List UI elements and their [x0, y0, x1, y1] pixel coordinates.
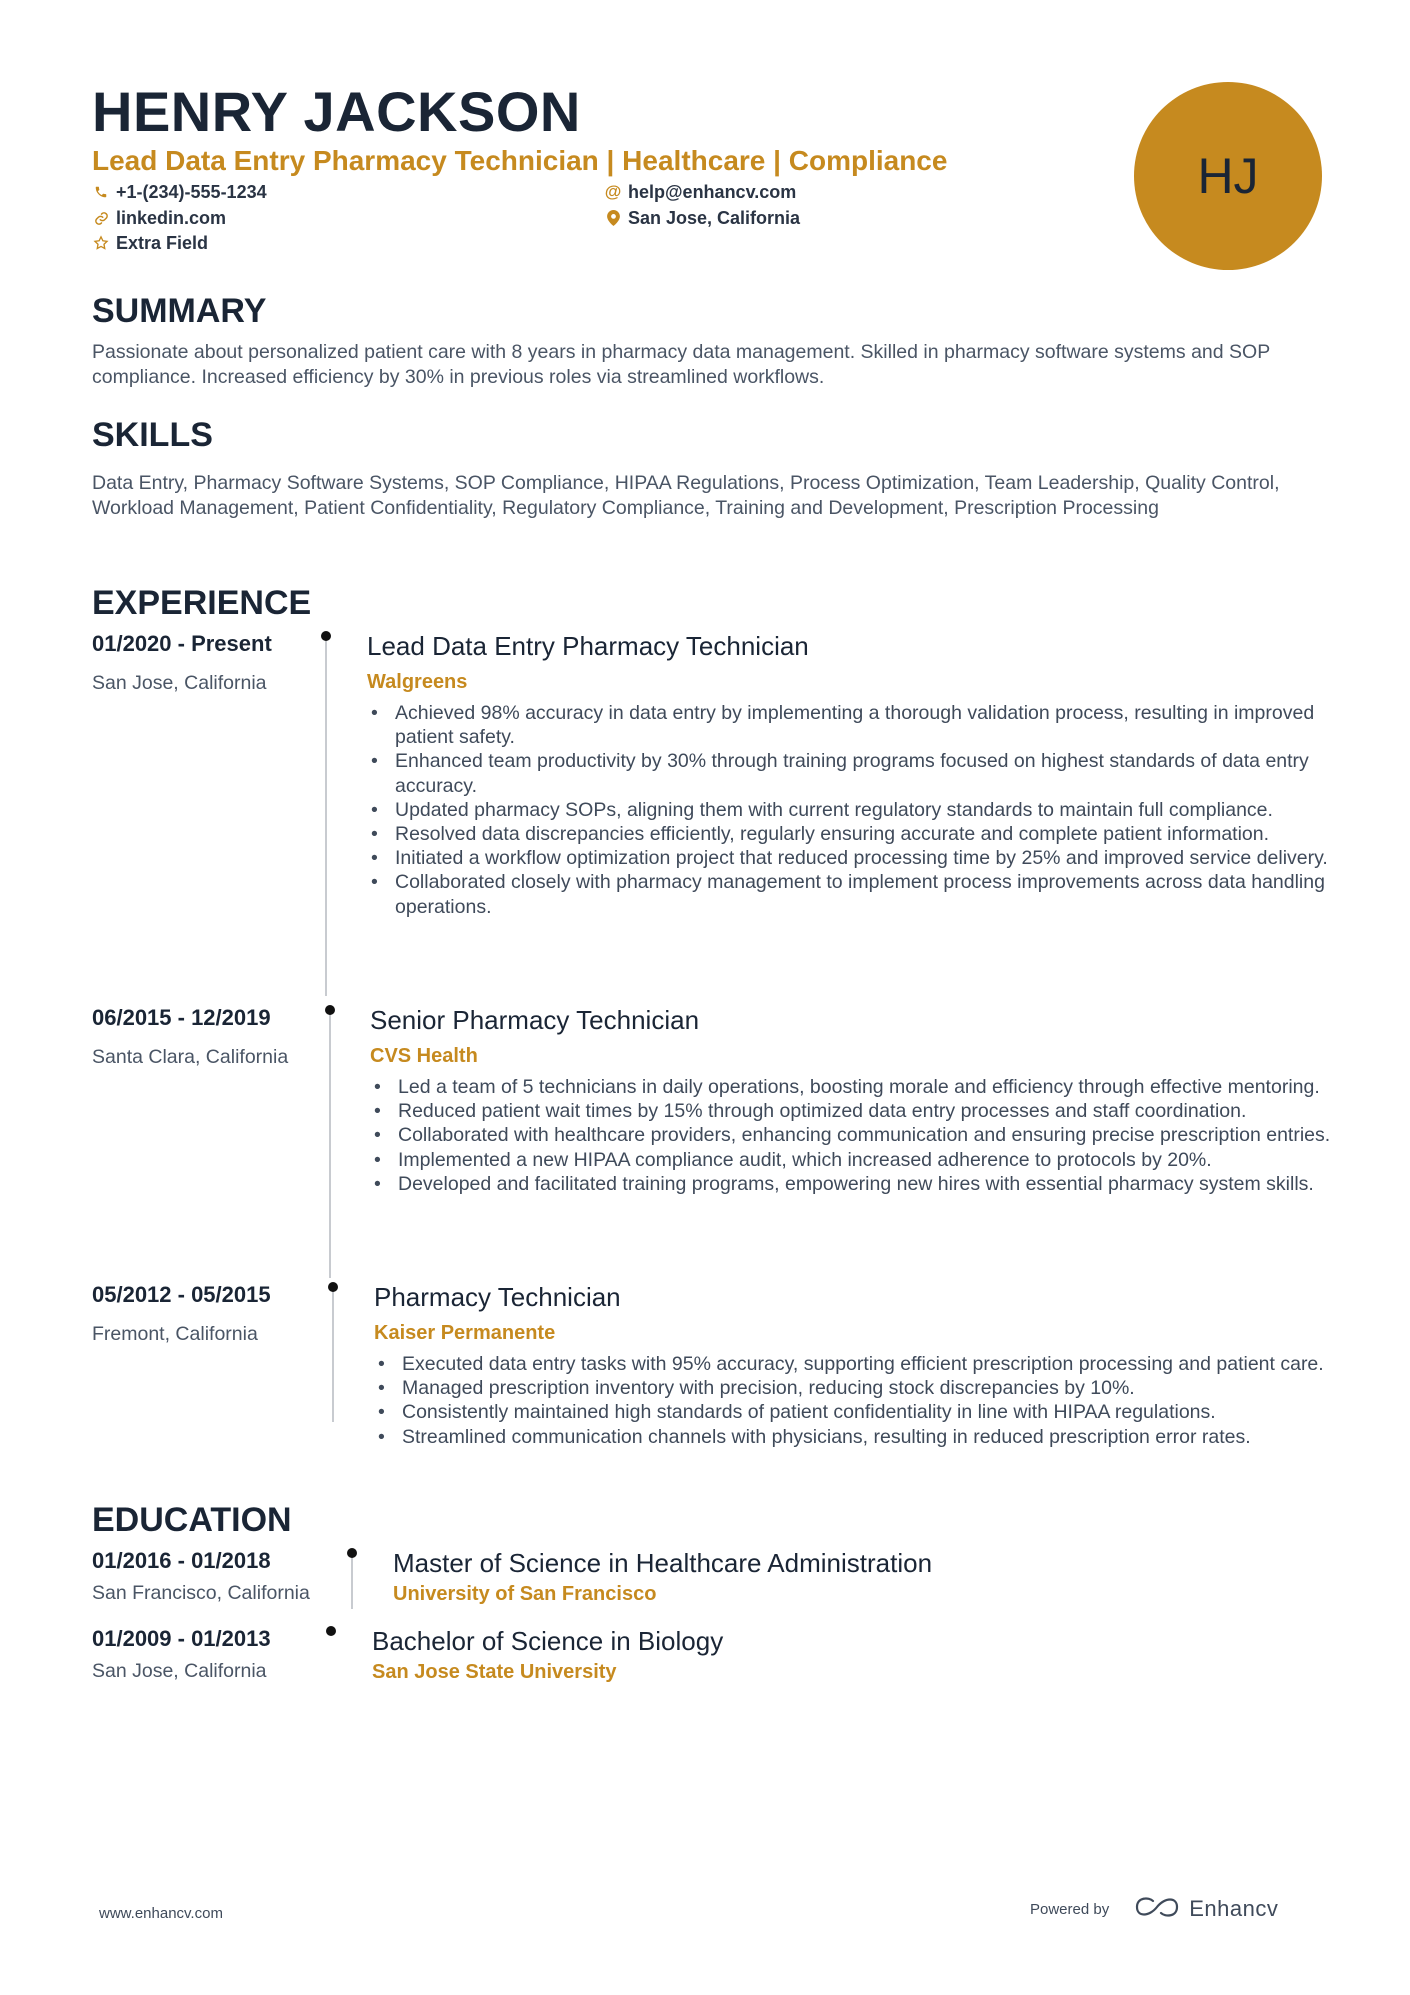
- timeline-dot: [325, 1005, 335, 1015]
- job-dates: 01/2020 - Present: [92, 631, 272, 656]
- skills-text: Data Entry, Pharmacy Software Systems, SOP Compliance, HIPAA Regulations, Process Optimization, Team Leadership, Quality Control, Workload Management, Patient Confidentiality, Regulatory Compliance, Training and Development, Prescription Processing: [92, 472, 1280, 519]
- contact-email[interactable]: [604, 180, 796, 204]
- contact-extra: [92, 231, 208, 255]
- list-item: • Resolved data discrepancies efficiently, regularly ensuring accurate and complete patient information.: [395, 822, 1355, 846]
- star-icon: [92, 234, 110, 252]
- timeline-line: [332, 1287, 334, 1422]
- list-item: • Consistently maintained high standards of patient confidentiality in line with HIPAA regulations.: [402, 1400, 1362, 1424]
- job-location: Santa Clara, California: [92, 1046, 289, 1068]
- timeline-line: [351, 1553, 353, 1609]
- brand-name: Enhancv: [1189, 1896, 1279, 1921]
- at-icon: @: [604, 182, 622, 201]
- list-item: • Led a team of 5 technicians in daily operations, boosting morale and efficiency through effective mentoring.: [398, 1075, 1358, 1099]
- avatar: HJ: [1134, 82, 1322, 270]
- timeline-dot: [347, 1548, 357, 1558]
- experience-title: EXPERIENCE: [92, 584, 312, 622]
- phone-text: +1-(234)-555-1234: [116, 182, 267, 202]
- list-item: • Enhanced team productivity by 30% through training programs focused on highest standards of data entry accuracy.: [395, 749, 1355, 797]
- job-location: Fremont, California: [92, 1323, 258, 1345]
- timeline-line: [325, 636, 327, 996]
- contact-phone[interactable]: [92, 180, 267, 204]
- education-location: San Francisco, California: [92, 1582, 310, 1604]
- education-dates: 01/2016 - 01/2018: [92, 1548, 271, 1573]
- candidate-name: HENRY JACKSON: [92, 80, 581, 143]
- link-icon: [92, 209, 110, 227]
- job-bullets: [367, 701, 1355, 919]
- summary-text: Passionate about personalized patient care with 8 years in pharmacy data management. Skilled in pharmacy software systems and SOP compliance. Increased efficiency by 30% in previous roles via streamlined workflows.: [92, 341, 1270, 388]
- company-name: CVS Health: [370, 1045, 478, 1067]
- list-item: • Implemented a new HIPAA compliance audit, which increased adherence to protocols by 20%.: [398, 1148, 1358, 1172]
- job-title: Pharmacy Technician: [374, 1282, 621, 1312]
- list-item: • Initiated a workflow optimization project that reduced processing time by 25% and improved service delivery.: [395, 846, 1355, 870]
- phone-icon: [92, 183, 110, 201]
- list-item: • Developed and facilitated training programs, empowering new hires with essential pharmacy system skills.: [398, 1172, 1358, 1196]
- degree-title: Master of Science in Healthcare Administration: [393, 1548, 933, 1578]
- footer-website[interactable]: www.enhancv.com: [99, 1905, 223, 1922]
- list-item: • Updated pharmacy SOPs, aligning them with current regulatory standards to maintain full compliance.: [395, 798, 1355, 822]
- list-item: • Managed prescription inventory with precision, reducing stock discrepancies by 10%.: [402, 1376, 1362, 1400]
- degree-title: Bachelor of Science in Biology: [372, 1626, 724, 1656]
- school-name: University of San Francisco: [393, 1583, 657, 1605]
- contact-location: [604, 206, 800, 230]
- list-item: • Collaborated closely with pharmacy management to implement process improvements across data handling operations.: [395, 870, 1355, 918]
- skills-title: SKILLS: [92, 416, 213, 454]
- job-location: San Jose, California: [92, 672, 267, 694]
- headline: Lead Data Entry Pharmacy Technician | Healthcare | Compliance: [92, 145, 948, 176]
- summary-title: SUMMARY: [92, 292, 267, 330]
- footer-powered-by[interactable]: [1030, 1896, 1278, 1922]
- enhancv-logo-icon: [1133, 1896, 1181, 1922]
- list-item: • Executed data entry tasks with 95% accuracy, supporting efficient prescription processing and patient care.: [402, 1352, 1362, 1376]
- timeline-dot: [328, 1282, 338, 1292]
- job-bullets: [374, 1352, 1362, 1449]
- company-name: Kaiser Permanente: [374, 1322, 556, 1344]
- education-dates: 01/2009 - 01/2013: [92, 1626, 271, 1651]
- job-title: Senior Pharmacy Technician: [370, 1005, 700, 1035]
- school-name: San Jose State University: [372, 1661, 617, 1683]
- email-text: help@enhancv.com: [628, 182, 797, 202]
- education-location: San Jose, California: [92, 1660, 267, 1682]
- job-dates: 06/2015 - 12/2019: [92, 1005, 271, 1030]
- contact-linkedin[interactable]: [92, 206, 226, 230]
- job-bullets: [370, 1075, 1358, 1196]
- job-dates: 05/2012 - 05/2015: [92, 1282, 271, 1307]
- location-pin-icon: [604, 209, 622, 227]
- education-title: EDUCATION: [92, 1501, 292, 1539]
- list-item: • Streamlined communication channels with physicians, resulting in reduced prescription error rates.: [402, 1425, 1362, 1449]
- company-name: Walgreens: [367, 671, 468, 693]
- location-text: San Jose, California: [628, 208, 801, 228]
- list-item: • Collaborated with healthcare providers, enhancing communication and ensuring precise prescription entries.: [398, 1123, 1358, 1147]
- list-item: • Reduced patient wait times by 15% through optimized data entry processes and staff coordination.: [398, 1099, 1358, 1123]
- job-title: Lead Data Entry Pharmacy Technician: [367, 631, 809, 661]
- timeline-dot: [321, 631, 331, 641]
- list-item: • Achieved 98% accuracy in data entry by implementing a thorough validation process, resulting in improved patient safety.: [395, 701, 1355, 749]
- extra-text: Extra Field: [116, 233, 209, 253]
- timeline-dot: [326, 1626, 336, 1636]
- timeline-line: [329, 1010, 331, 1278]
- linkedin-text: linkedin.com: [116, 208, 227, 228]
- powered-by-label: Powered by: [1030, 1900, 1110, 1918]
